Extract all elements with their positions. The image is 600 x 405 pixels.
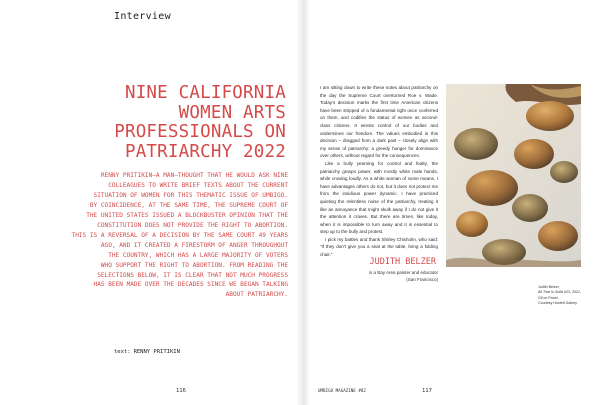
author-bio-line: is a Bay Area painter and educator [368, 270, 438, 275]
title-line: PROFESSIONALS ON [114, 122, 286, 142]
credit-name: RENNY PRITIKIN [133, 349, 180, 355]
artwork-painting [446, 84, 581, 267]
caption-line: All That Is Solid #23, 2021. [538, 290, 581, 295]
intro-line: THE UNITED STATES ISSUED A BLOCKBUSTER OPINION THAT THE [86, 211, 288, 219]
title-line: NINE CALIFORNIA [124, 83, 286, 103]
essay-paragraph: I pick my battles and thank Shirley Chisholm, who said: “If they don't give you a seat at the table, bring a folding chair.” [320, 236, 438, 258]
article-title [64, 84, 286, 162]
essay-body [320, 84, 438, 259]
artwork-caption [538, 285, 596, 307]
page-gutter [296, 0, 310, 405]
essay-paragraph: I am sitting down to write these notes about patriarchy on the day the Supreme Court overturned Roe v. Wade. Today's decision marks the first time American citizens have been stripped of a fundamental right once conferred on them, and codifies the status of women as second-class citizens. It wrests control of our bodies and undermines our freedom. The values embodied in this decision – dragged from a dark past – closely align with my sense of patriarchy: a greedy hunger for dominance over others, without regard for the consequences. [320, 85, 438, 159]
intro-text [10, 171, 288, 300]
intro-line: SELECTIONS BELOW, IT IS CLEAR THAT NOT MUCH PROGRESS [97, 271, 288, 279]
running-footer: UMBIGO MAGAZINE #82 [318, 388, 366, 393]
author-name: JUDITH BELZER [369, 257, 436, 267]
page-number-left: 116 [176, 388, 186, 394]
intro-line: THIS IS A REVERSAL OF A DECISION BY THE SAME COURT 49 YEARS [71, 231, 288, 239]
page-number-right: 117 [422, 388, 432, 394]
intro-line: WHO SUPPORT THE RIGHT TO ABORTION. FROM READING THE [100, 261, 288, 269]
intro-line: THE COUNTRY, WHICH HAS A LARGE MAJORITY OF VOTERS [108, 251, 288, 259]
caption-line: Oil on Panel, [538, 295, 559, 300]
intro-line: AGO, AND IT CREATED A FIRESTORM OF ANGER THROUGHOUT [100, 241, 288, 249]
title-line: WOMEN ARTS [178, 102, 286, 123]
section-label: Interview [114, 11, 171, 22]
intro-line: COLLEAGUES TO WRITE BRIEF TEXTS ABOUT THE CURRENT [108, 181, 288, 189]
intro-line: RENNY PRITIKIN—A MAN—THOUGHT THAT HE WOULD ASK NINE [100, 172, 288, 179]
author-bio-line: (San Francisco) [406, 277, 438, 282]
text-credit [114, 349, 180, 355]
intro-line: HAS BEEN MADE OVER THE DECADES SINCE WE BEGAN TALKING [93, 281, 288, 289]
author-bio [332, 269, 438, 283]
title-line: PATRIARCHY 2022 [124, 141, 286, 162]
essay-paragraph: Like a bully yearning for control and fealty, the patriarchy grasps power, with mostly white male hands, while crowing loudly. As a white woman of some means, I have advantages others do not, but it does not protect me from the insidious power dynamic. I have practiced quieting the relentless noise of the patriarchy, treating it like an annoyance that might skulk away if I do not give it the attention it craves. But there are times, like today, when it is impossible to turn away and it is essential to step up to the bully and protest. [320, 160, 438, 235]
intro-line: BY COINCIDENCE, AT THE SAME TIME, THE SUPREME COURT OF [89, 201, 288, 209]
caption-line: Courtesy Hosfelt Gallery [538, 301, 577, 306]
credit-label: text: [114, 349, 131, 355]
caption-line: Judith Belzer, [538, 285, 560, 289]
intro-line: CONSTITUTION DOES NOT PROVIDE THE RIGHT TO ABORTION. [97, 221, 288, 229]
intro-line: SITUATION OF WOMEN FOR THIS THEMATIC ISSUE OF UMBIGO. [93, 191, 288, 199]
intro-line: ABOUT PATRIARCHY. [225, 291, 288, 299]
